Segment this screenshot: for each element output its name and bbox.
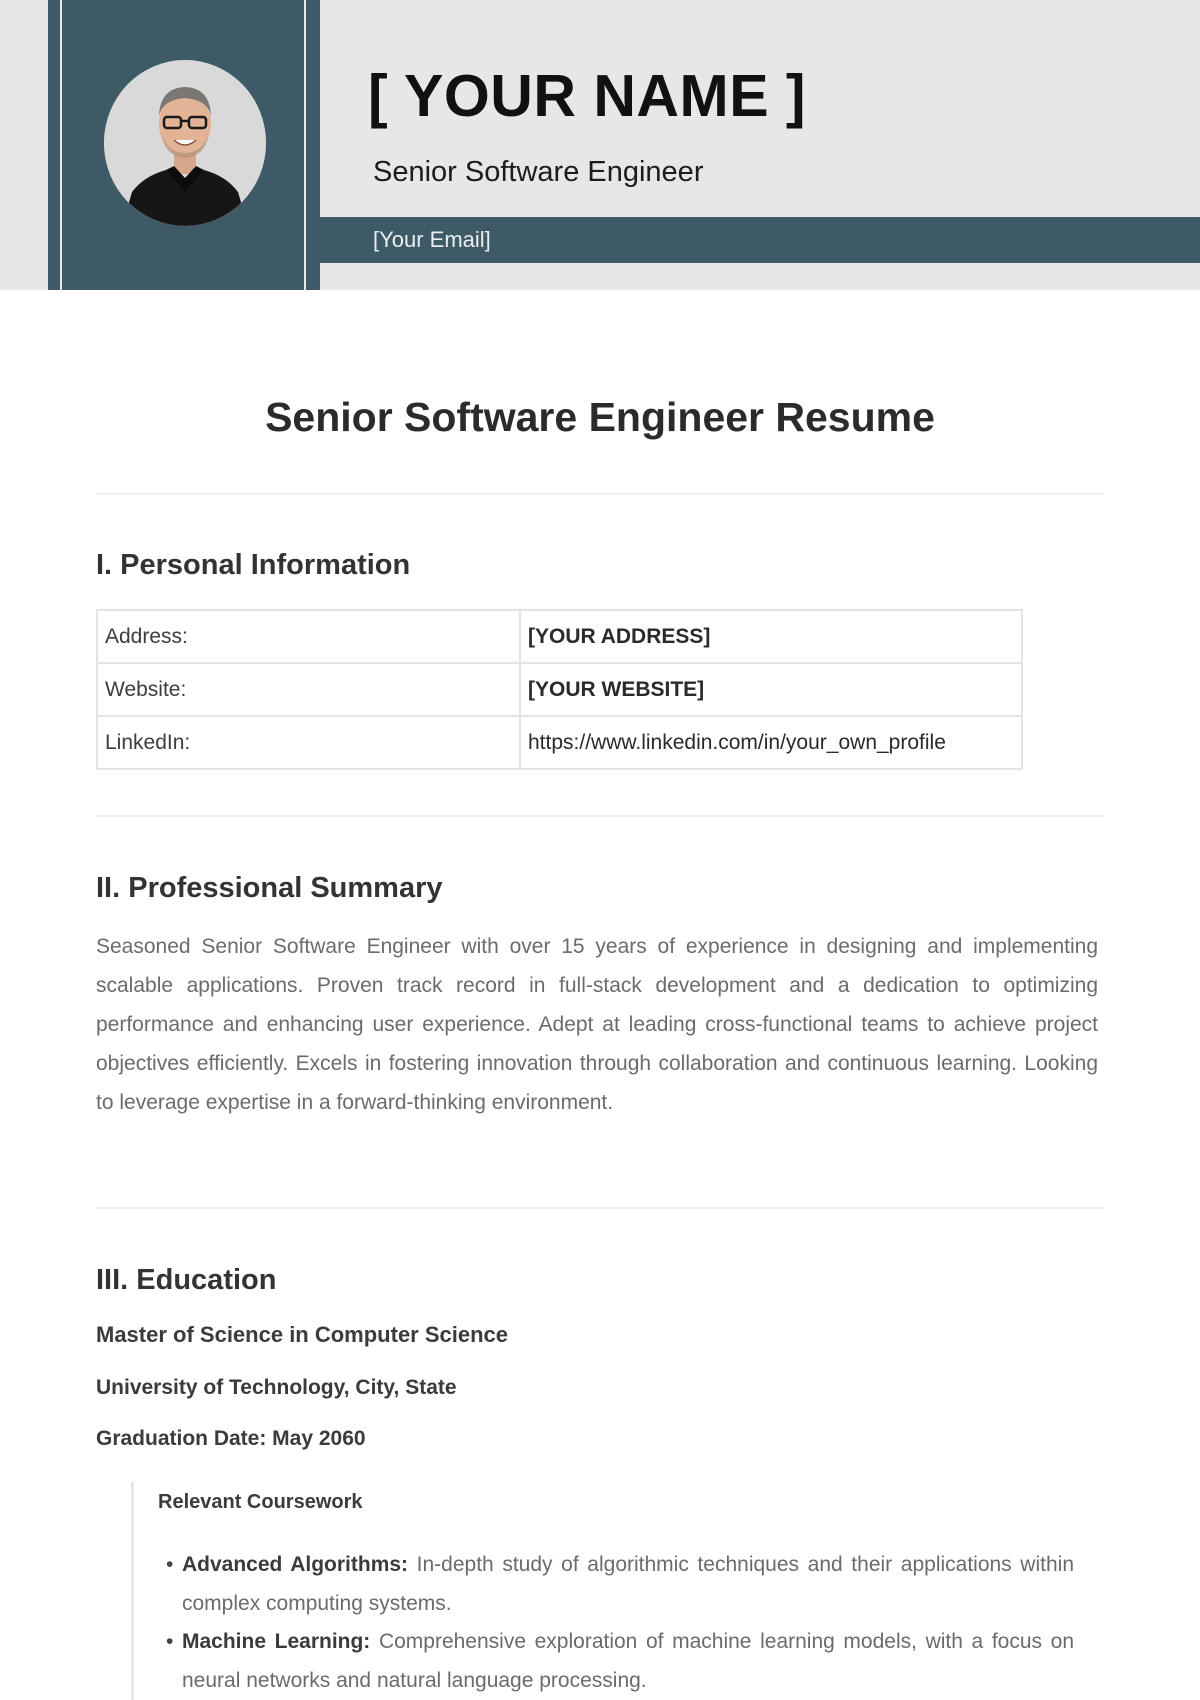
- list-item: [182, 1622, 1074, 1700]
- linkedin-label: LinkedIn:: [97, 716, 520, 769]
- section-title-personal-information: I. Personal Information: [96, 549, 411, 581]
- summary-paragraph: Seasoned Senior Software Engineer with over 15 years of experience in designing and implementing scalable applications. Proven track record in full-stack development and a dedication to optimizing performance and enhancing user experience. Adept at leading cross-functional teams to achieve project objectives efficiently. Excels in fostering innovation through collaboration and continuous learning. Looking to leverage expertise in a forward-thinking environment.: [96, 935, 1098, 1114]
- section-title-education: III. Education: [96, 1264, 277, 1296]
- coursework-term: Machine Learning:: [182, 1630, 371, 1653]
- degree: Master of Science in Computer Science: [96, 1322, 509, 1347]
- table-row: [97, 610, 1022, 663]
- job-title: Senior Software Engineer: [373, 156, 704, 188]
- coursework-description: Comprehensive exploration of machine learning models, with a focus on neural networks and natural language processing.: [182, 1630, 1074, 1692]
- decorative-line: [304, 0, 306, 290]
- website-value: [YOUR WEBSITE]: [520, 663, 1022, 716]
- linkedin-value: https://www.linkedin.com/in/your_own_profile: [520, 716, 1022, 769]
- coursework-title: Relevant Coursework: [158, 1491, 363, 1513]
- profile-photo-icon: [104, 60, 266, 226]
- candidate-name: [ YOUR NAME ]: [368, 63, 807, 129]
- table-row: [97, 716, 1022, 769]
- personal-info-table: [96, 609, 1023, 770]
- section-title-professional-summary: II. Professional Summary: [96, 872, 443, 904]
- coursework-description: In-depth study of algorithmic techniques and their applications within complex computing systems.: [182, 1553, 1074, 1615]
- address-value: [YOUR ADDRESS]: [520, 610, 1022, 663]
- coursework-term: Advanced Algorithms:: [182, 1553, 409, 1576]
- address-label: Address:: [97, 610, 520, 663]
- coursework-quote-bar: [131, 1482, 134, 1700]
- website-label: Website:: [97, 663, 520, 716]
- graduation-date: Graduation Date: May 2060: [96, 1427, 366, 1450]
- document-title: Senior Software Engineer Resume: [265, 394, 935, 440]
- institution: University of Technology, City, State: [96, 1376, 457, 1399]
- avatar: [104, 60, 266, 226]
- divider: [96, 493, 1104, 495]
- list-item: [182, 1545, 1074, 1623]
- table-row: [97, 663, 1022, 716]
- decorative-line: [60, 0, 62, 290]
- resume-header: [0, 0, 1200, 290]
- divider: [96, 1207, 1104, 1209]
- email-text: [Your Email]: [373, 227, 491, 252]
- divider: [96, 815, 1104, 817]
